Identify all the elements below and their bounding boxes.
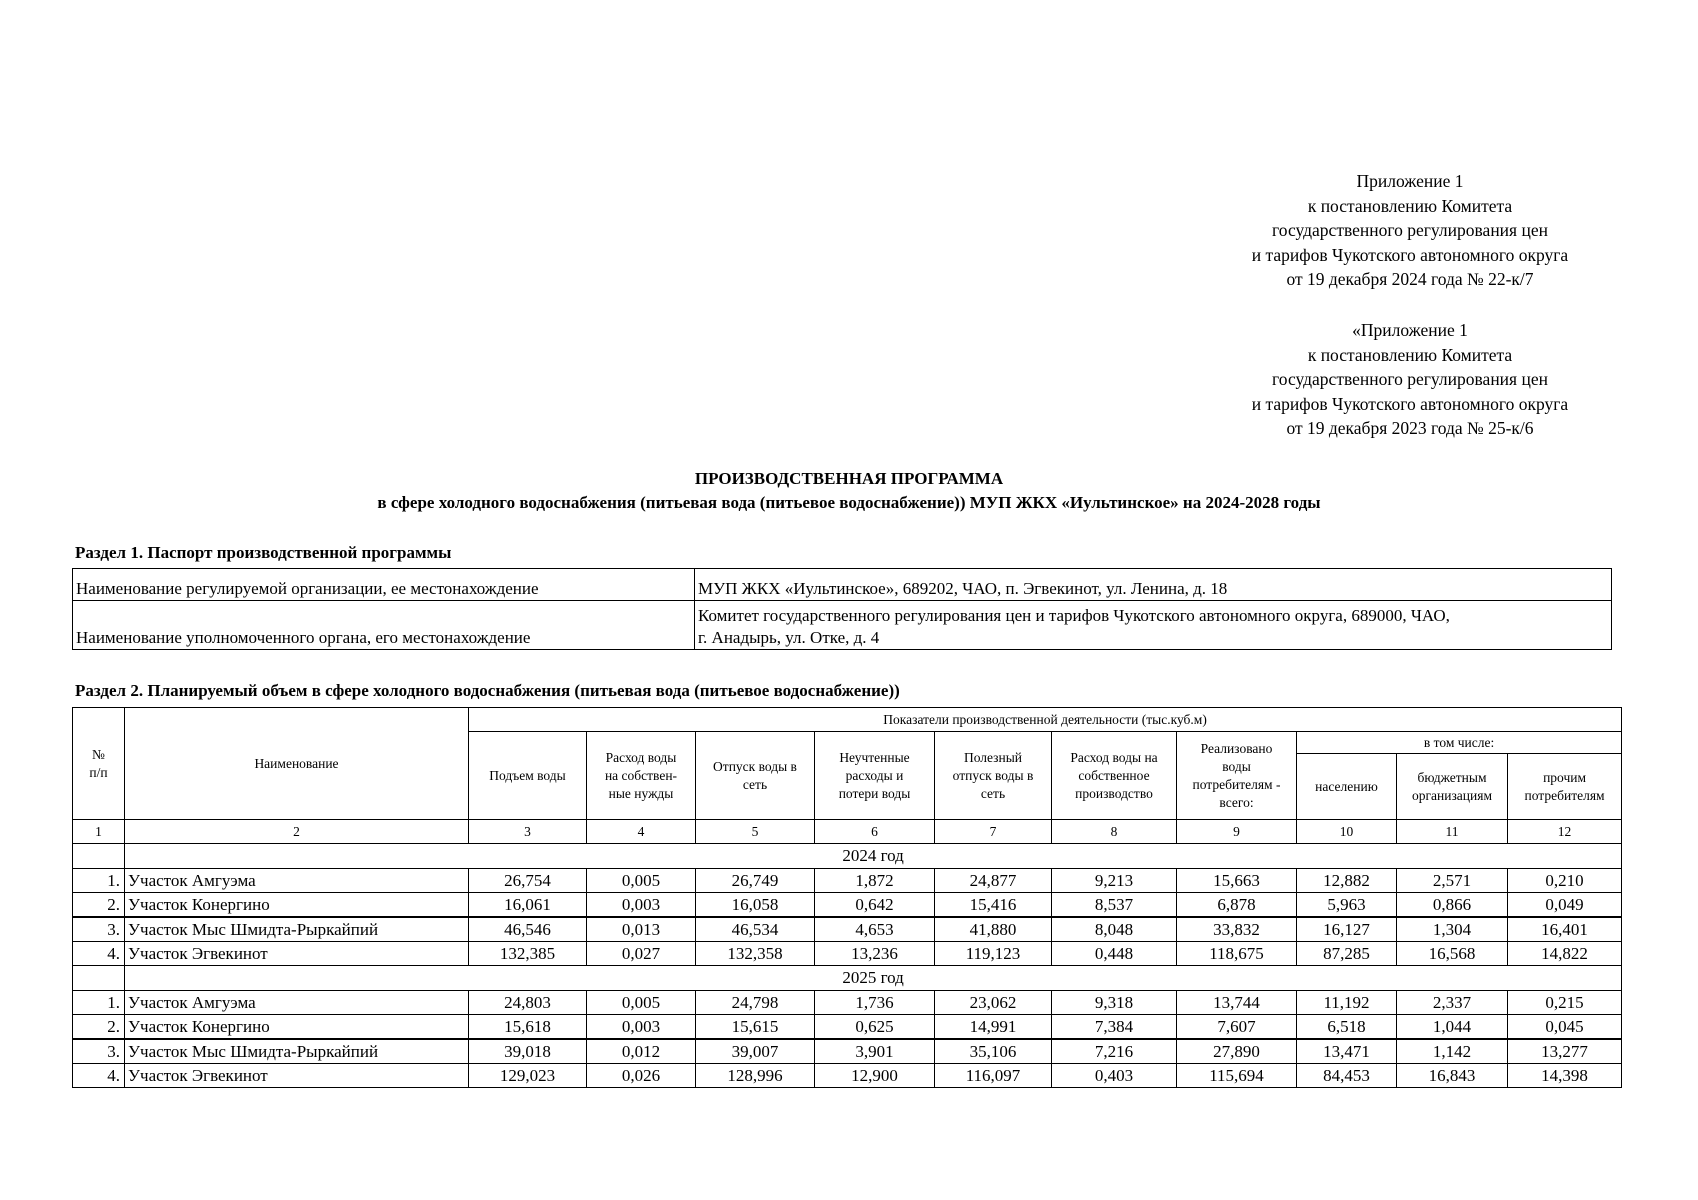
appendix-line: к постановлению Комитета	[1307, 195, 1513, 216]
header-subcol: населению	[1297, 754, 1397, 820]
row-number: 4.	[73, 1064, 125, 1088]
value-cell: 6,518	[1297, 1015, 1397, 1040]
value-cell: 26,749	[696, 869, 815, 893]
year-label: 2025 год	[125, 966, 1622, 991]
value-cell: 1,872	[815, 869, 935, 893]
header-col: Полезный отпуск воды в сеть	[935, 732, 1052, 820]
value-cell: 0,005	[587, 869, 696, 893]
row-name: Участок Амгуэма	[125, 991, 469, 1015]
section-2-heading: Раздел 2. Планируемый объем в сфере холодного водоснабжения (питьевая вода (питьевое водоснабжение))	[75, 681, 900, 700]
value-cell: 13,236	[815, 942, 935, 966]
passport-value	[695, 601, 1612, 650]
value-cell: 0,045	[1508, 1015, 1622, 1040]
table-row	[73, 942, 1622, 966]
header-col: Подъем воды	[469, 732, 587, 820]
header-col: Неучтенные расходы и потери воды	[815, 732, 935, 820]
value-cell: 7,216	[1052, 1039, 1177, 1064]
row-number: 2.	[73, 893, 125, 918]
value-cell: 46,534	[696, 917, 815, 942]
value-cell: 119,123	[935, 942, 1052, 966]
value-cell: 87,285	[1297, 942, 1397, 966]
value-cell: 0,448	[1052, 942, 1177, 966]
value-cell: 16,568	[1397, 942, 1508, 966]
appendix-line: государственного регулирования цен	[1272, 220, 1548, 240]
value-cell: 14,822	[1508, 942, 1622, 966]
passport-label: Наименование уполномоченного органа, его местонахождение	[73, 601, 695, 650]
header-col: Реализовано воды потребителям - всего:	[1177, 732, 1297, 820]
value-cell: 84,453	[1297, 1064, 1397, 1088]
value-cell: 129,023	[469, 1064, 587, 1088]
header-group: Показатели производственной деятельности (тыс.куб.м)	[469, 708, 1622, 732]
value-cell: 0,013	[587, 917, 696, 942]
header-subcol: бюджетным организациям	[1397, 754, 1508, 820]
table-row	[73, 1039, 1622, 1064]
value-cell: 0,403	[1052, 1064, 1177, 1088]
value-cell: 27,890	[1177, 1039, 1297, 1064]
volume-table-body	[73, 820, 1622, 1088]
value-cell: 16,401	[1508, 917, 1622, 942]
passport-value	[695, 569, 1612, 601]
row-number: 1.	[73, 869, 125, 893]
value-cell: 0,027	[587, 942, 696, 966]
appendix-line: от 19 декабря 2024 года № 22-к/7	[1286, 269, 1534, 289]
value-cell: 15,416	[935, 893, 1052, 918]
value-cell: 11,192	[1297, 991, 1397, 1015]
value-cell: 16,127	[1297, 917, 1397, 942]
value-cell: 0,003	[587, 1015, 696, 1040]
value-cell: 24,798	[696, 991, 815, 1015]
value-cell: 0,049	[1508, 893, 1622, 918]
value-cell: 0,012	[587, 1039, 696, 1064]
value-cell: 15,663	[1177, 869, 1297, 893]
table-row	[73, 893, 1622, 918]
year-label: 2024 год	[125, 844, 1622, 869]
passport-row	[73, 569, 1612, 601]
header-col: Расход воды на собственное производство	[1052, 732, 1177, 820]
row-number: 2.	[73, 1015, 125, 1040]
document-subtitle: в сфере холодного водоснабжения (питьевая вода (питьевое водоснабжение)) МУП ЖКХ «Иультинское» на 2024-2028 годы	[377, 493, 1321, 512]
value-cell: 16,843	[1397, 1064, 1508, 1088]
year-row	[73, 966, 1622, 991]
value-cell: 1,142	[1397, 1039, 1508, 1064]
table-row	[73, 1064, 1622, 1088]
column-number-row: 1 2 3 4 5 6 7 8 9 10 11 12	[73, 820, 1622, 844]
value-cell: 16,058	[696, 893, 815, 918]
row-number: 1.	[73, 991, 125, 1015]
table-row	[73, 991, 1622, 1015]
value-cell: 1,044	[1397, 1015, 1508, 1040]
appendix-line: и тарифов Чукотского автономного округа	[1251, 244, 1569, 265]
header-col: Отпуск воды в сеть	[696, 732, 815, 820]
row-name: Участок Конергино	[125, 1015, 469, 1040]
value-cell: 12,882	[1297, 869, 1397, 893]
value-cell: 2,337	[1397, 991, 1508, 1015]
value-cell: 118,675	[1177, 942, 1297, 966]
value-cell: 24,803	[469, 991, 587, 1015]
value-cell: 14,991	[935, 1015, 1052, 1040]
header-subcol: прочим потребителям	[1508, 754, 1622, 820]
value-cell: 39,018	[469, 1039, 587, 1064]
row-name: Участок Эгвекинот	[125, 1064, 469, 1088]
value-cell: 5,963	[1297, 893, 1397, 918]
value-cell: 0,210	[1508, 869, 1622, 893]
passport-table	[72, 568, 1612, 650]
value-cell: 46,546	[469, 917, 587, 942]
passport-row	[73, 601, 1612, 650]
value-cell: 15,618	[469, 1015, 587, 1040]
value-cell: 3,901	[815, 1039, 935, 1064]
value-cell: 26,754	[469, 869, 587, 893]
value-cell: 13,277	[1508, 1039, 1622, 1064]
value-cell: 14,398	[1508, 1064, 1622, 1088]
value-cell: 9,213	[1052, 869, 1177, 893]
value-cell: 7,384	[1052, 1015, 1177, 1040]
appendix-line: и тарифов Чукотского автономного округа	[1251, 393, 1569, 414]
value-cell: 39,007	[696, 1039, 815, 1064]
value-cell: 132,358	[696, 942, 815, 966]
value-cell: 12,900	[815, 1064, 935, 1088]
planned-volume-table	[72, 707, 1622, 1088]
value-cell: 128,996	[696, 1064, 815, 1088]
value-cell: 1,736	[815, 991, 935, 1015]
value-cell: 8,537	[1052, 893, 1177, 918]
passport-value-line: Комитет государственного регулирования цен и тарифов Чукотского автономного округа, 689000, ЧАО,	[698, 606, 1450, 625]
appendix-line: от 19 декабря 2023 года № 25-к/6	[1286, 418, 1534, 438]
value-cell: 41,880	[935, 917, 1052, 942]
value-cell: 13,471	[1297, 1039, 1397, 1064]
passport-value-line: г. Анадырь, ул. Отке, д. 4	[698, 628, 880, 647]
row-name: Участок Мыс Шмидта-Рыркайпий	[125, 917, 469, 942]
value-cell: 132,385	[469, 942, 587, 966]
value-cell: 16,061	[469, 893, 587, 918]
value-cell: 1,304	[1397, 917, 1508, 942]
value-cell: 6,878	[1177, 893, 1297, 918]
appendix-line: к постановлению Комитета	[1307, 344, 1513, 365]
value-cell: 35,106	[935, 1039, 1052, 1064]
value-cell: 8,048	[1052, 917, 1177, 942]
appendix-current-note	[1190, 169, 1630, 292]
passport-label: Наименование регулируемой организации, ее местонахождение	[73, 569, 695, 601]
value-cell: 0,003	[587, 893, 696, 918]
header-col: Расход воды на собствен- ные нужды	[587, 732, 696, 820]
row-name: Участок Конергино	[125, 893, 469, 918]
header-including: в том числе:	[1297, 732, 1622, 754]
value-cell: 0,005	[587, 991, 696, 1015]
value-cell: 0,215	[1508, 991, 1622, 1015]
row-name: Участок Эгвекинот	[125, 942, 469, 966]
appendix-line: «Приложение 1	[1352, 320, 1468, 340]
value-cell: 0,866	[1397, 893, 1508, 918]
section-1-heading: Раздел 1. Паспорт производственной программы	[75, 543, 452, 562]
value-cell: 115,694	[1177, 1064, 1297, 1088]
appendix-previous-note	[1190, 318, 1630, 441]
value-cell: 0,026	[587, 1064, 696, 1088]
row-name: Участок Мыс Шмидта-Рыркайпий	[125, 1039, 469, 1064]
header-name: Наименование	[125, 708, 469, 820]
year-row	[73, 844, 1622, 869]
value-cell: 15,615	[696, 1015, 815, 1040]
passport-value-line: МУП ЖКХ «Иультинское», 689202, ЧАО, п. Эгвекинот, ул. Ленина, д. 18	[698, 579, 1228, 598]
value-cell: 23,062	[935, 991, 1052, 1015]
value-cell: 116,097	[935, 1064, 1052, 1088]
value-cell: 2,571	[1397, 869, 1508, 893]
row-number: 4.	[73, 942, 125, 966]
document-title: ПРОИЗВОДСТВЕННАЯ ПРОГРАММА	[694, 469, 1004, 488]
appendix-line: Приложение 1	[1356, 171, 1464, 191]
value-cell: 4,653	[815, 917, 935, 942]
row-name: Участок Амгуэма	[125, 869, 469, 893]
value-cell: 24,877	[935, 869, 1052, 893]
value-cell: 13,744	[1177, 991, 1297, 1015]
table-row	[73, 917, 1622, 942]
appendix-line: государственного регулирования цен	[1272, 369, 1548, 389]
value-cell: 33,832	[1177, 917, 1297, 942]
row-number: 3.	[73, 1039, 125, 1064]
value-cell: 0,625	[815, 1015, 935, 1040]
value-cell: 7,607	[1177, 1015, 1297, 1040]
row-number: 3.	[73, 917, 125, 942]
table-row	[73, 869, 1622, 893]
table-row	[73, 1015, 1622, 1040]
value-cell: 9,318	[1052, 991, 1177, 1015]
header-num: № п/п	[73, 708, 125, 820]
value-cell: 0,642	[815, 893, 935, 918]
